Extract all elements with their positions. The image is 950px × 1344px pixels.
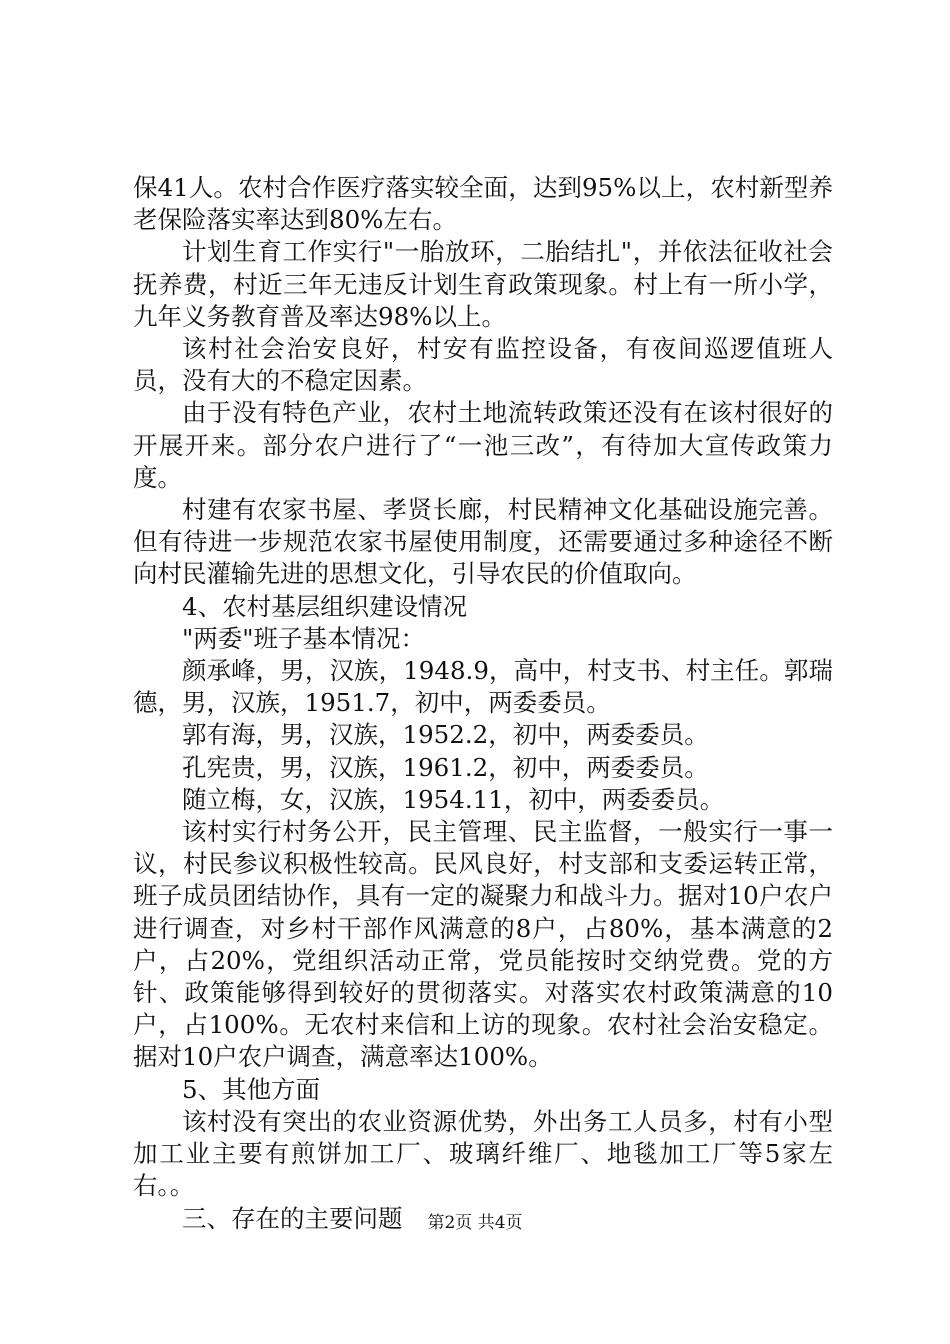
- paragraph: 保41人。农村合作医疗落实较全面，达到95%以上，农村新型养老保险落实率达到80%左右。: [133, 173, 833, 235]
- paragraph: 孔宪贵，男，汉族，1961.2，初中，两委委员。: [182, 752, 709, 782]
- paragraph: 计划生育工作实行"一胎放环，二胎结扎"，并依法征收社会抚养费，村近三年无违反计划生育政策现象。村上有一所小学，九年义务教育普及率达98%以上。: [133, 237, 833, 331]
- paragraph: 随立梅，女，汉族，1954.11，初中，两委委员。: [182, 784, 725, 814]
- paragraph: 由于没有特色产业，农村土地流转政策还没有在该村很好的开展开来。部分农户进行了“一池三改”，有待加大宣传政策力度。: [133, 398, 833, 492]
- paragraph: 三、存在的主要问题: [182, 1203, 403, 1233]
- paragraph: 该村社会治安良好，村安有监控设备，有夜间巡逻值班人员，没有大的不稳定因素。: [133, 334, 833, 396]
- paragraph: 5、其他方面: [182, 1074, 321, 1104]
- document-body: [133, 172, 833, 1235]
- paragraph: 村建有农家书屋、孝贤长廊，村民精神文化基础设施完善。但有待进一步规范农家书屋使用制度，还需要通过多种途径不断向村民灌输先进的思想文化，引导农民的价值取向。: [133, 495, 833, 589]
- paragraph: "两委"班子基本情况：: [182, 623, 426, 653]
- page-footer: 第2页 共4页: [427, 1213, 523, 1233]
- paragraph: 4、农村基层组织建设情况: [182, 591, 468, 621]
- paragraph: 该村没有突出的农业资源优势，外出务工人员多，村有小型加工业主要有煎饼加工厂、玻璃纤维厂、地毯加工厂等5家左右。。: [133, 1106, 833, 1201]
- paragraph: 颜承峰，男，汉族，1948.9，高中，村支书、村主任。郭瑞德，男，汉族，1951.7，初中，两委委员。: [133, 656, 833, 718]
- paragraph: 郭有海，男，汉族，1952.2，初中，两委委员。: [182, 720, 709, 750]
- paragraph: 该村实行村务公开，民主管理、民主监督，一般实行一事一议，村民参议积极性较高。民风良好，村支部和支委运转正常，班子成员团结协作，具有一定的凝聚力和战斗力。据对10户农户进行调查，对乡村干部作风满意的8户，占80%，基本满意的2户，占20%，党组织活动正常，党员能按时交纳党费。党的方针、政策能够得到较好的贯彻落实。对落实农村政策满意的10户，占100%。无农村来信和上访的现象。农村社会治安稳定。据对10户农户调查，满意率达100%。: [133, 817, 833, 1072]
